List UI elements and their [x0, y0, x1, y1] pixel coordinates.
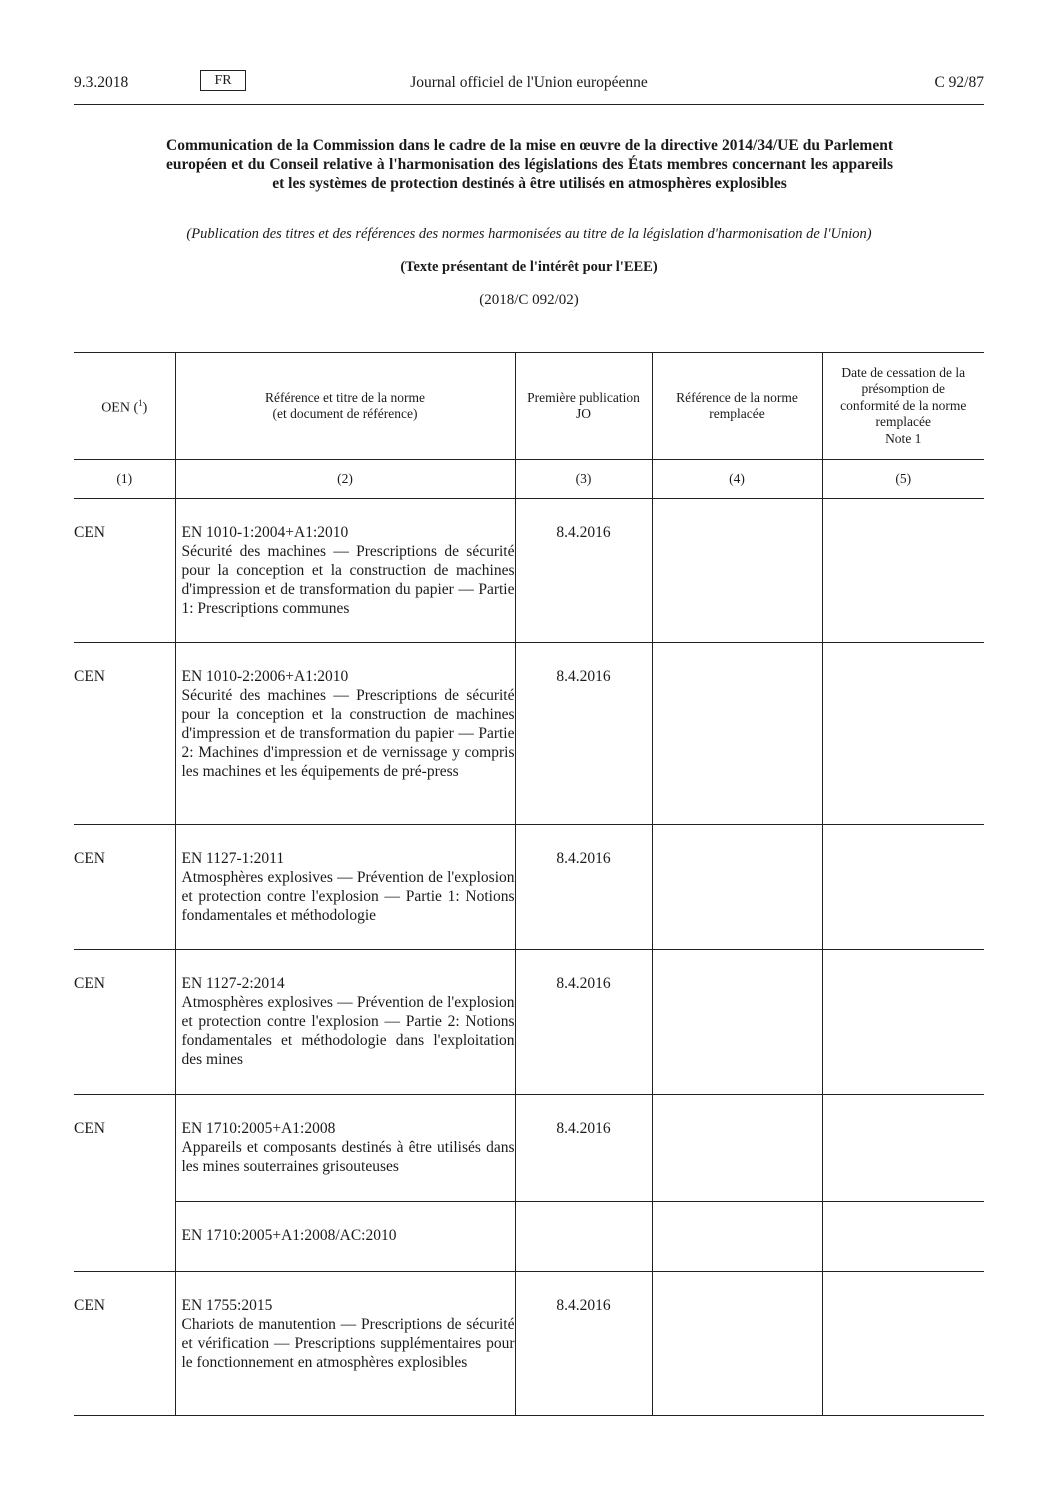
table-row — [74, 643, 984, 825]
standard-title: Sécurité des machines — Prescriptions de sécurité pour la conception et la construction de machines d'impression et de transformation du papier — Partie 1: Prescriptions communes — [181, 543, 515, 617]
standard-code: EN 1755:2015 — [181, 1297, 273, 1314]
first-publication-cell: 8.4.2016 — [515, 1272, 652, 1416]
document-subtitle: (Publication des titres et des références des normes harmonisées au titre de la législation d'harmonisation de l'Union) — [186, 226, 872, 242]
cessation-date-cell — [822, 1095, 984, 1202]
table-header-row — [74, 353, 984, 460]
reference-cell — [175, 1272, 515, 1416]
standard-code: EN 1710:2005+A1:2008 — [181, 1120, 336, 1137]
standard-title: Sécurité des machines — Prescriptions de sécurité pour la conception et la construction de machines d'impression et de transformation du papier — Partie 2: Machines d'impression et de vernissage y compris les machines et les équipements de pré-press — [181, 687, 515, 780]
journal-name: Journal officiel de l'Union européenne — [410, 74, 648, 91]
reference-cell — [175, 950, 515, 1095]
cessation-date-cell — [822, 950, 984, 1095]
first-publication-cell: 8.4.2016 — [515, 499, 652, 643]
oen-cell: CEN — [74, 825, 175, 950]
cessation-date-cell — [822, 643, 984, 825]
replaced-standard-cell — [652, 950, 822, 1095]
table-row — [74, 499, 984, 643]
document-number: (2018/C 092/02) — [479, 292, 579, 308]
first-publication-cell — [515, 1202, 652, 1272]
header-divider — [74, 104, 984, 105]
publication-date: 9.3.2018 — [74, 74, 129, 91]
column-number: (1) — [74, 460, 175, 499]
header-replaced-standard: Référence de la norme remplacée — [652, 353, 822, 460]
standard-code: EN 1010-2:2006+A1:2010 — [181, 668, 349, 685]
reference-cell — [175, 825, 515, 950]
standard-title: Appareils et composants destinés à être utilisés dans les mines souterraines grisouteuses — [181, 1139, 515, 1175]
header-first-publication: Première publication JO — [515, 353, 652, 460]
reference-cell — [175, 499, 515, 643]
column-number: (2) — [175, 460, 515, 499]
standards-table — [74, 352, 984, 1416]
column-number: (4) — [652, 460, 822, 499]
column-number: (3) — [515, 460, 652, 499]
table-row — [74, 1272, 984, 1416]
first-publication-cell: 8.4.2016 — [515, 1095, 652, 1202]
oen-cell: CEN — [74, 1272, 175, 1416]
replaced-standard-cell — [652, 1095, 822, 1202]
header-cessation-date: Date de cessation de la présomption de conformité de la norme remplacée Note 1 — [822, 353, 984, 460]
eee-relevance-note: (Texte présentant de l'intérêt pour l'EEE) — [400, 259, 658, 275]
cessation-date-cell — [822, 825, 984, 950]
oen-cell: CEN — [74, 1095, 175, 1272]
reference-cell — [175, 643, 515, 825]
header-oen: OEN ($^1$) — [74, 353, 175, 460]
column-number-row — [74, 460, 984, 499]
cessation-date-cell — [822, 499, 984, 643]
oen-cell: CEN — [74, 950, 175, 1095]
oen-cell: CEN — [74, 643, 175, 825]
amendment-cell — [175, 1202, 515, 1272]
first-publication-cell: 8.4.2016 — [515, 643, 652, 825]
standard-title: Atmosphères explosives — Prévention de l'explosion et protection contre l'explosion — Partie 2: Notions fondamentales et méthodologie dans l'exploitation des mines — [181, 994, 515, 1068]
table-row — [74, 1095, 984, 1202]
replaced-standard-cell — [652, 825, 822, 950]
standard-title: Chariots de manutention — Prescriptions de sécurité et vérification — Prescriptions supplémentaires pour le fonctionnement en atmosphères explosibles — [181, 1316, 515, 1371]
page-header — [74, 74, 984, 96]
first-publication-cell: 8.4.2016 — [515, 825, 652, 950]
first-publication-cell: 8.4.2016 — [515, 950, 652, 1095]
replaced-standard-cell — [652, 643, 822, 825]
reference-cell — [175, 1095, 515, 1202]
table-row-amendment — [74, 1202, 984, 1272]
footnote-marker: 1 — [138, 397, 143, 408]
standard-code: EN 1127-1:2011 — [181, 850, 285, 867]
standard-code: EN 1127-2:2014 — [181, 975, 285, 992]
table-row — [74, 825, 984, 950]
standard-code: EN 1010-1:2004+A1:2010 — [181, 524, 349, 541]
table-row — [74, 950, 984, 1095]
oen-cell: CEN — [74, 499, 175, 643]
replaced-standard-cell — [652, 1272, 822, 1416]
header-reference: Référence et titre de la norme (et document de référence) — [175, 353, 515, 460]
replaced-standard-cell — [652, 499, 822, 643]
document-title: Communication de la Commission dans le cadre de la mise en œuvre de la directive 2014/34/UE du Parlement européen et du Conseil relative à l'harmonisation des législations des États membres concernant les appareils et les systèmes de protection destinés à être utilisés en atmosphères explosibles — [166, 137, 893, 192]
replaced-standard-cell — [652, 1202, 822, 1272]
language-badge: FR — [200, 70, 246, 91]
page-reference: C 92/87 — [934, 74, 984, 91]
amendment-code: EN 1710:2005+A1:2008/AC:2010 — [181, 1227, 397, 1244]
cessation-date-cell — [822, 1202, 984, 1272]
cessation-date-cell — [822, 1272, 984, 1416]
column-number: (5) — [822, 460, 984, 499]
standard-title: Atmosphères explosives — Prévention de l'explosion et protection contre l'explosion — Partie 1: Notions fondamentales et méthodologie — [181, 869, 515, 924]
